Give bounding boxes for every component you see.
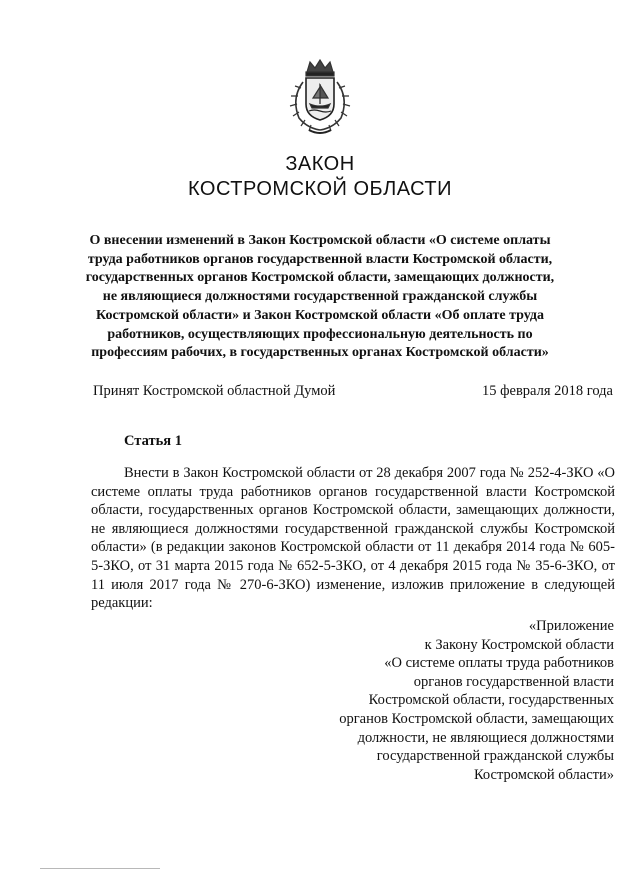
law-subject: О внесении изменений в Закон Костромской области «О системе оплаты труда работников органов государственной власти Костромской области, государственных органов Костромской области, замещающих должности, не являющиеся должностями государственной гражданской службы Костромской области» и Закон Костромской области «Об оплате труда работников, осуществляющих профессиональную деятельность по профессиям рабочих, в государственных органах Костромской области» — [85, 233, 555, 361]
appendix-reference — [294, 617, 614, 784]
appendix-line: государственной гражданской службы — [376, 748, 614, 765]
appendix-line: органов государственной власти — [413, 673, 614, 690]
region-title: КОСТРОМСКОЙ ОБЛАСТИ — [187, 178, 453, 200]
article-heading: Статья 1 — [124, 433, 182, 449]
appendix-line: Костромской области, государственных — [368, 692, 614, 709]
appendix-line: «О системе оплаты труда работников — [384, 655, 614, 672]
appendix-line: органов Костромской области, замещающих — [339, 710, 614, 727]
article-text: Внести в Закон Костромской области от 28 декабря 2007 года № 252-4-ЗКО «О системе оплаты труда работников органов государственной власти Костромской области, государственных органов Костромской области, замещающих должности, не являющиеся должностями государственной гражданской службы Костромской области» (в редакции законов Костромской области от 11 декабря 2014 года № 605-5-ЗКО, от 31 марта 2015 года № 652-5-ЗКО, от 4 декабря 2015 года № 35-6-ЗКО, от 11 июля 2017 года № 270-6-ЗКО) изменение, изложив приложение в следующей редакции: — [91, 465, 615, 612]
adopted-by: Принят Костромской областной Думой — [93, 383, 336, 399]
appendix-line: «Приложение — [528, 618, 614, 634]
scan-artifact — [40, 868, 160, 869]
adoption-row — [93, 382, 613, 400]
coat-of-arms-icon — [279, 58, 361, 138]
adoption-date: 15 февраля 2018 года — [481, 383, 613, 399]
appendix-line: Костромской области» — [473, 766, 614, 783]
appendix-line: должности, не являющиеся должностями — [357, 729, 614, 746]
law-title: ЗАКОН — [285, 153, 355, 175]
appendix-line: к Закону Костромской области — [424, 636, 614, 653]
